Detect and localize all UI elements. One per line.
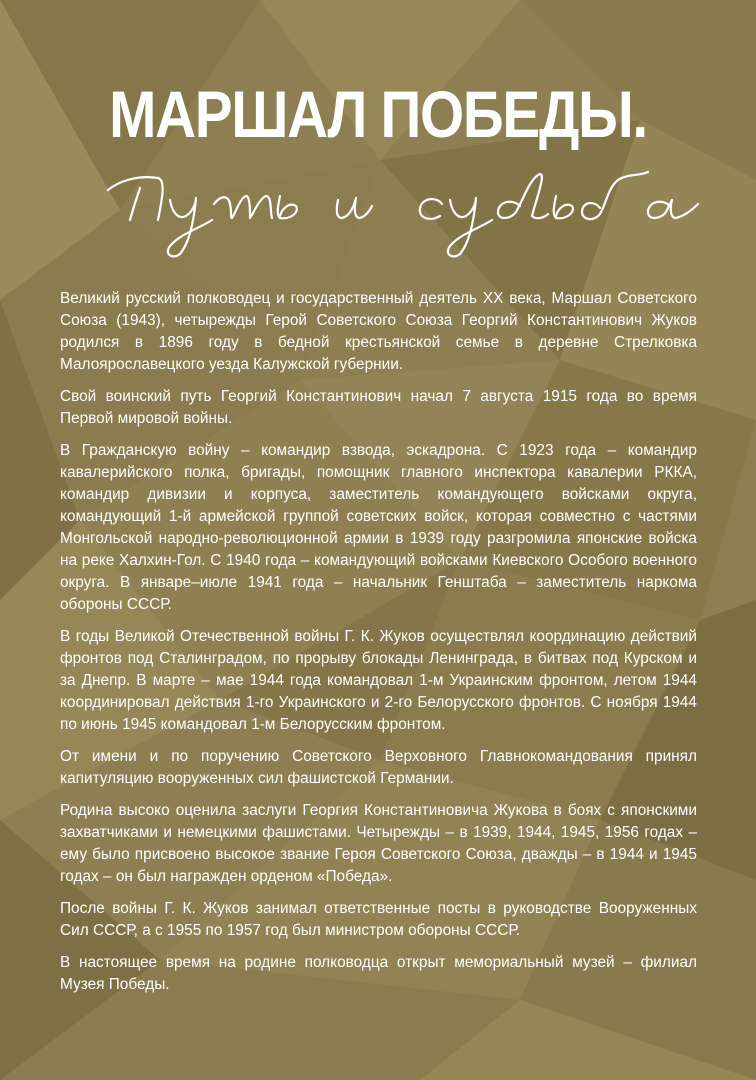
paragraph-8: В настоящее время на родине полководца открыт мемориальный музей – филиал Музея Победы. [60,954,697,993]
paragraph-3: В Гражданскую войну – командир взвода, эскадрона. С 1923 года – командир кавалерийского полка, бригады, помощник главного инспектора кавалерии РККА, командир дивизии и корпуса, заместитель командующего войсками округа, командующий 1-й армейской группой советских войск, которая совместно с частями Монгольской народно-революционной армии в 1939 году разгромила японские войска на реке Халхин-Гол. С 1940 года – командующий войсками Киевского Особого военного округа. В январе–июле 1941 года – начальник Генштаба – заместитель наркома обороны СССР. [60,442,697,613]
handwritten-subtitle-image [100,150,700,270]
body-text [60,288,697,1006]
paragraph-1: Великий русский полководец и государственный деятель XX века, Маршал Советского Союза (1943), четырежды Герой Советского Союза Георгий Константинович Жуков родился в 1896 году в бедной крестьянской семье в деревне Стрелковка Малоярославецкого уезда Калужской губернии. [60,290,697,373]
paragraph-7: После войны Г. К. Жуков занимал ответственные посты в руководстве Вооруженных Сил СССР, а с 1955 по 1957 год был министром обороны СССР. [60,900,697,939]
paragraph-2: Свой воинский путь Георгий Константинович начал 7 августа 1915 года во время Первой мировой войны. [60,388,697,427]
paragraph-5: От имени и по поручению Советского Верховного Главнокомандования принял капитуляцию вооруженных сил фашистской Германии. [60,748,697,787]
paragraph-4: В годы Великой Отечественной войны Г. К. Жуков осуществлял координацию действий фронтов под Сталинградом, по прорыву блокады Ленинграда, в битвах под Курском и за Днепр. В марте – мае 1944 года командовал 1-м Украинским фронтом, летом 1944 координировал действия 1-го Украинского и 2-го Белорусского фронтов. С ноября 1944 по июнь 1945 командовал 1-м Белорусским фронтом. [60,628,697,733]
page-title: МАРШАЛ ПОБЕДЫ. [109,77,647,151]
paragraph-6: Родина высоко оценила заслуги Георгия Константиновича Жукова в боях с японскими захватчиками и немецкими фашистами. Четырежды – в 1939, 1944, 1945, 1956 годах – ему было присвоено высокое звание Героя Советского Союза, дважды – в 1944 и 1945 годах – он был награжден орденом «Победа». [60,802,697,885]
